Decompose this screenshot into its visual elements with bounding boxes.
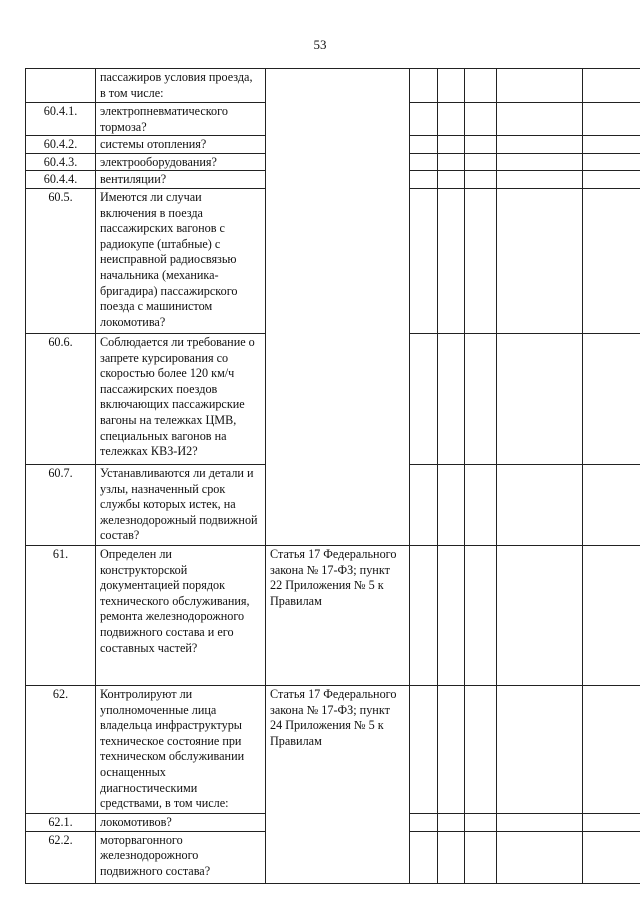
answer-yes-cell [410,171,438,189]
answer-no-cell [438,831,465,883]
answer-na-cell [465,545,497,685]
answer-no-cell [438,136,465,154]
table-row [26,685,640,813]
answer-no-cell [438,103,465,136]
remarks-cell [583,831,640,883]
item-question: моторвагонного железнодорожного подвижного состава? [96,831,266,883]
answer-na-cell [465,333,497,464]
note-cell [497,136,583,154]
item-number: 60.6. [26,333,96,464]
item-number: 60.4.1. [26,103,96,136]
item-question: пассажиров условия проезда, в том числе: [96,69,266,103]
remarks-cell [583,188,640,333]
answer-yes-cell [410,69,438,103]
remarks-cell [583,545,640,685]
legal-reference [266,69,410,546]
item-question: системы отопления? [96,136,266,154]
remarks-cell [583,171,640,189]
remarks-cell [583,136,640,154]
note-cell [497,813,583,831]
item-number: 62. [26,685,96,813]
answer-na-cell [465,831,497,883]
item-question: вентиляции? [96,171,266,189]
remarks-cell [583,464,640,545]
item-question: электрооборудования? [96,153,266,171]
legal-reference: Статья 17 Федерального закона № 17-ФЗ; пункт 22 Приложения № 5 к Правилам [266,545,410,685]
item-number: 60.4.2. [26,136,96,154]
note-cell [497,69,583,103]
note-cell [497,333,583,464]
remarks-cell [583,813,640,831]
remarks-cell [583,69,640,103]
item-question: электропневматического тормоза? [96,103,266,136]
answer-na-cell [465,103,497,136]
answer-yes-cell [410,831,438,883]
note-cell [497,685,583,813]
answer-no-cell [438,153,465,171]
table-row [26,69,640,103]
answer-yes-cell [410,188,438,333]
legal-reference: Статья 17 Федерального закона № 17-ФЗ; пункт 24 Приложения № 5 к Правилам [266,685,410,883]
checklist-table [25,68,640,884]
note-cell [497,171,583,189]
note-cell [497,188,583,333]
note-cell [497,545,583,685]
item-question: локомотивов? [96,813,266,831]
item-question: Определен ли конструкторской документацией порядок технического обслуживания, ремонта железнодорожного подвижного состава и его составных частей? [96,545,266,685]
remarks-cell [583,153,640,171]
answer-yes-cell [410,103,438,136]
answer-na-cell [465,188,497,333]
remarks-cell [583,333,640,464]
item-number: 60.4.3. [26,153,96,171]
answer-no-cell [438,464,465,545]
answer-no-cell [438,69,465,103]
note-cell [497,153,583,171]
item-number: 62.2. [26,831,96,883]
item-number: 60.7. [26,464,96,545]
answer-yes-cell [410,333,438,464]
answer-no-cell [438,545,465,685]
answer-na-cell [465,685,497,813]
answer-na-cell [465,464,497,545]
answer-na-cell [465,813,497,831]
item-number: 60.5. [26,188,96,333]
answer-no-cell [438,685,465,813]
answer-na-cell [465,69,497,103]
item-question: Контролируют ли уполномоченные лица владельца инфраструктуры техническое состояние при техническом обслуживании оснащенных диагностическими средствами, в том числе: [96,685,266,813]
answer-no-cell [438,188,465,333]
note-cell [497,831,583,883]
item-question: Соблюдается ли требование о запрете курсирования со скоростью более 120 км/ч пассажирских поездов включающих пассажирские вагоны на тележках ЦМВ, специальных вагонов на тележках КВЗ-И2? [96,333,266,464]
note-cell [497,464,583,545]
item-question: Имеются ли случаи включения в поезда пассажирских вагонов с радиокупе (штабные) с неисправной радиосвязью начальника (механика-бригадира) пассажирского поезда с машинистом локомотива? [96,188,266,333]
answer-yes-cell [410,153,438,171]
answer-no-cell [438,171,465,189]
answer-yes-cell [410,685,438,813]
item-question: Устанавливаются ли детали и узлы, назначенный срок службы которых истек, на железнодорожный подвижной состав? [96,464,266,545]
answer-na-cell [465,136,497,154]
item-number: 62.1. [26,813,96,831]
remarks-cell [583,103,640,136]
item-number [26,69,96,103]
page-number: 53 [313,37,327,52]
answer-na-cell [465,153,497,171]
answer-yes-cell [410,464,438,545]
table-row [26,545,640,685]
answer-no-cell [438,813,465,831]
remarks-cell [583,685,640,813]
note-cell [497,103,583,136]
answer-na-cell [465,171,497,189]
item-number: 60.4.4. [26,171,96,189]
answer-yes-cell [410,813,438,831]
answer-yes-cell [410,545,438,685]
answer-yes-cell [410,136,438,154]
item-number: 61. [26,545,96,685]
answer-no-cell [438,333,465,464]
